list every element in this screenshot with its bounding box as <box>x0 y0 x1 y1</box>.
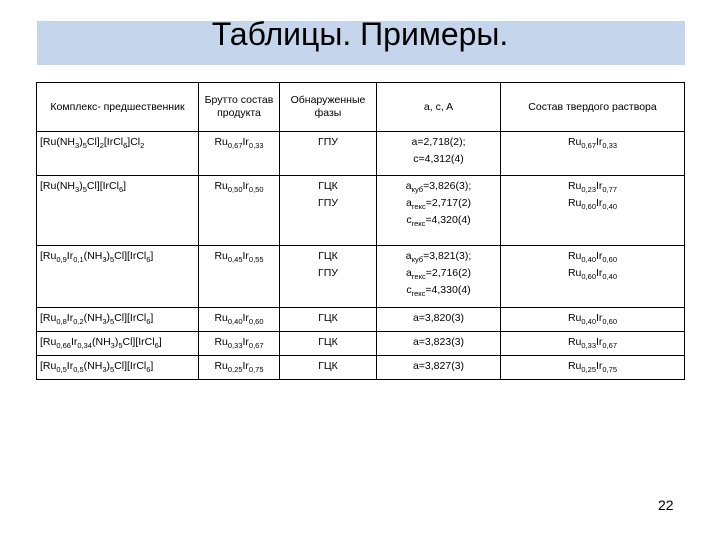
formula-text: Ir <box>242 136 249 148</box>
formula-text: Ir <box>242 180 249 192</box>
formula-text: ] <box>158 336 162 348</box>
table-row <box>37 132 685 176</box>
formula-text: Cl][IrCl <box>114 360 147 372</box>
formula-subscript: 6 <box>118 185 124 194</box>
cell-gross <box>199 356 280 380</box>
formula-text: [IrCl <box>103 136 124 148</box>
formula-subscript: 0,34 <box>77 341 92 350</box>
formula-subscript: куб <box>411 185 424 194</box>
formula-text: Ir <box>242 312 249 324</box>
formula-text: ) <box>79 136 83 148</box>
formula-subscript: 6 <box>146 317 151 326</box>
formula-subscript: 0,33 <box>227 341 243 350</box>
phase-label: ГЦК <box>318 250 338 262</box>
cell-gross <box>199 246 280 308</box>
formula-text: ) <box>106 360 110 372</box>
formula-text: ] <box>150 250 154 262</box>
formula-subscript: куб <box>411 255 424 264</box>
cell-precursor <box>37 132 199 176</box>
formula-text: =4,330(4) <box>425 284 471 296</box>
cell-solid <box>501 176 685 246</box>
formula-subscript: 0,50 <box>248 185 264 194</box>
formula-text: Cl][IrCl <box>114 312 147 324</box>
formula-subscript: 0,45 <box>227 255 243 264</box>
formula-text: Ru <box>567 360 582 372</box>
formula-subscript: 5 <box>109 365 115 374</box>
formula-subscript: 3 <box>102 365 107 374</box>
formula-text: (NH <box>83 360 103 372</box>
formula-subscript: 0,9 <box>56 255 67 264</box>
formula-subscript: 0,33 <box>581 341 596 350</box>
formula-subscript: 0,40 <box>602 202 618 211</box>
formula-subscript: 5 <box>82 185 87 194</box>
cell-solid <box>501 356 685 380</box>
header-solid: Состав твердого раствора <box>501 83 685 132</box>
formula-subscript: 2 <box>99 141 104 150</box>
table-body <box>37 132 685 380</box>
formula-text: ] <box>150 360 154 372</box>
formula-subscript: 0,67 <box>227 141 243 150</box>
formula-subscript: гекс <box>411 272 426 281</box>
cell-phases <box>280 246 377 308</box>
formula-text: Ir <box>596 250 603 262</box>
table-row <box>37 332 685 356</box>
formula-subscript: 0,40 <box>581 255 596 264</box>
formula-subscript: 0,67 <box>581 141 596 150</box>
formula-subscript: 0,23 <box>581 185 596 194</box>
formula-subscript: 0,60 <box>602 317 618 326</box>
formula-subscript: 0,2 <box>73 317 84 326</box>
phase-label: ГПУ <box>318 267 338 279</box>
formula-text: a=2,718(2); <box>411 136 466 148</box>
formula-text: [Ru(NH <box>40 136 76 148</box>
cell-params <box>377 308 501 332</box>
formula-text: [Ru <box>40 336 57 348</box>
cell-precursor <box>37 176 199 246</box>
cell-phases <box>280 308 377 332</box>
formula-subscript: 0,1 <box>73 255 84 264</box>
formula-subscript: 0,67 <box>248 341 264 350</box>
cell-params <box>377 176 501 246</box>
formula-text: Ru <box>567 336 582 348</box>
formula-subscript: 0,75 <box>602 365 618 374</box>
formula-subscript: 0,25 <box>581 365 596 374</box>
table-row <box>37 356 685 380</box>
cell-params <box>377 246 501 308</box>
phase-label: ГЦК <box>318 360 338 372</box>
formula-subscript: 0,60 <box>581 202 596 211</box>
cell-params <box>377 356 501 380</box>
formula-text: Cl][IrCl <box>122 336 155 348</box>
formula-subscript: 3 <box>102 255 107 264</box>
formula-subscript: 0,55 <box>248 255 264 264</box>
formula-text: (NH <box>91 336 111 348</box>
cell-phases <box>280 332 377 356</box>
formula-text: [Ru <box>40 360 57 372</box>
formula-subscript: 6 <box>146 255 151 264</box>
cell-precursor <box>37 246 199 308</box>
header-precursor: Комплекс- предшественник <box>37 83 199 132</box>
formula-text: c <box>406 284 412 296</box>
header-gross: Брутто состав продукта <box>199 83 280 132</box>
formula-text: ) <box>79 180 83 192</box>
formula-text: Ir <box>596 197 603 209</box>
formula-text: Cl] <box>86 136 100 148</box>
formula-subscript: 0,60 <box>602 255 618 264</box>
formula-text: Ru <box>214 250 228 262</box>
formula-text: Ir <box>596 136 603 148</box>
formula-text: Cl][IrCl <box>86 180 119 192</box>
formula-text: =4,320(4) <box>425 214 471 226</box>
formula-text: Ir <box>242 336 249 348</box>
formula-subscript: 0,5 <box>73 365 84 374</box>
cell-gross <box>199 132 280 176</box>
formula-text: c <box>406 214 412 226</box>
table-row <box>37 308 685 332</box>
formula-text: =3,826(3); <box>423 180 472 192</box>
slide-title: Таблицы. Примеры. <box>211 16 509 52</box>
header-params: a, c, A <box>377 83 501 132</box>
formula-subscript: 0,5 <box>56 365 67 374</box>
formula-subscript: 0,40 <box>227 317 243 326</box>
cell-solid <box>501 246 685 308</box>
formula-text: Ir <box>242 360 249 372</box>
formula-text: c=4,312(4) <box>413 153 464 165</box>
cell-precursor <box>37 332 199 356</box>
formula-text: Ir <box>70 336 78 348</box>
formula-text: ] <box>150 312 154 324</box>
formula-subscript: гекс <box>411 289 426 298</box>
formula-text: ) <box>106 250 110 262</box>
formula-text: =2,716(2) <box>425 267 471 279</box>
formula-subscript: 0,77 <box>602 185 618 194</box>
cell-solid <box>501 308 685 332</box>
formula-subscript: 5 <box>109 255 115 264</box>
formula-subscript: 0,67 <box>602 341 618 350</box>
formula-text: Ru <box>214 336 228 348</box>
formula-subscript: 3 <box>75 141 80 150</box>
formula-subscript: 0,50 <box>227 185 243 194</box>
formula-text: a <box>406 197 412 209</box>
formula-subscript: 0,60 <box>248 317 264 326</box>
formula-subscript: 6 <box>123 141 128 150</box>
cell-solid <box>501 132 685 176</box>
formula-subscript: 0,40 <box>602 272 618 281</box>
formula-subscript: гекс <box>411 202 426 211</box>
formula-text: =3,821(3); <box>423 250 472 262</box>
formula-text: a=3,820(3) <box>412 312 465 324</box>
formula-text: ]Cl <box>127 136 141 148</box>
formula-text: Ru <box>214 180 228 192</box>
cell-params <box>377 332 501 356</box>
formula-subscript: 3 <box>75 185 80 194</box>
formula-text: Ru <box>567 197 582 209</box>
cell-gross <box>199 308 280 332</box>
data-table <box>36 82 685 380</box>
formula-text: Ru <box>214 312 228 324</box>
formula-subscript: 5 <box>118 341 123 350</box>
cell-precursor <box>37 356 199 380</box>
formula-text: =2,717(2) <box>425 197 471 209</box>
formula-text: Ru <box>214 136 228 148</box>
cell-solid <box>501 332 685 356</box>
formula-text: Cl][IrCl <box>114 250 147 262</box>
formula-text: Ru <box>214 360 228 372</box>
formula-subscript: 0,33 <box>602 141 618 150</box>
phase-label: ГПУ <box>318 197 338 209</box>
formula-text: a=3,827(3) <box>412 360 465 372</box>
formula-text: Ir <box>242 250 249 262</box>
formula-subscript: 2 <box>140 141 145 150</box>
phase-label: ГЦК <box>318 180 338 192</box>
phase-label: ГЦК <box>318 312 338 324</box>
formula-text: Ir <box>66 312 74 324</box>
cell-gross <box>199 332 280 356</box>
formula-text: Ir <box>596 180 603 192</box>
formula-subscript: 6 <box>154 341 159 350</box>
cell-phases <box>280 132 377 176</box>
formula-text: [Ru <box>40 250 57 262</box>
formula-text: a <box>405 250 412 262</box>
formula-subscript: 3 <box>110 341 115 350</box>
formula-text: Ir <box>596 267 603 279</box>
formula-text: Ir <box>596 336 603 348</box>
formula-subscript: 3 <box>102 317 107 326</box>
formula-text: ) <box>106 312 110 324</box>
formula-text: (NH <box>83 312 103 324</box>
cell-params <box>377 132 501 176</box>
formula-text: Ir <box>66 360 74 372</box>
formula-text: [Ru <box>40 312 57 324</box>
formula-text: (NH <box>83 250 103 262</box>
formula-subscript: 0,75 <box>248 365 264 374</box>
formula-text: [Ru(NH <box>40 180 76 192</box>
formula-text: Ru <box>567 267 582 279</box>
phase-label: ГПУ <box>318 136 338 148</box>
formula-subscript: 5 <box>82 141 87 150</box>
formula-text: Ir <box>596 360 603 372</box>
formula-text: a <box>406 267 412 279</box>
formula-subscript: 0,66 <box>56 341 71 350</box>
formula-text: a <box>405 180 412 192</box>
header-phases: Обнаруженные фазы <box>280 83 377 132</box>
formula-text: a=3,823(3) <box>412 336 465 348</box>
formula-text: Ir <box>596 312 603 324</box>
formula-subscript: 0,8 <box>56 317 67 326</box>
cell-precursor <box>37 308 199 332</box>
formula-subscript: 0,25 <box>227 365 243 374</box>
table-row <box>37 246 685 308</box>
formula-subscript: гекс <box>411 219 426 228</box>
formula-text: ) <box>114 336 119 348</box>
formula-subscript: 6 <box>146 365 151 374</box>
formula-text: Ir <box>66 250 74 262</box>
formula-text: Ru <box>567 250 582 262</box>
formula-text: Ru <box>567 312 582 324</box>
formula-subscript: 0,60 <box>581 272 596 281</box>
formula-subscript: 0,33 <box>248 141 264 150</box>
cell-phases <box>280 356 377 380</box>
cell-gross <box>199 176 280 246</box>
header-row <box>37 83 685 132</box>
formula-subscript: 0,40 <box>581 317 596 326</box>
formula-text: ] <box>123 180 127 192</box>
formula-text: Ru <box>567 180 582 192</box>
formula-text: Ru <box>567 136 582 148</box>
table-row <box>37 176 685 246</box>
phase-label: ГЦК <box>318 336 338 348</box>
page-number: 22 <box>658 497 674 513</box>
formula-subscript: 5 <box>109 317 115 326</box>
cell-phases <box>280 176 377 246</box>
